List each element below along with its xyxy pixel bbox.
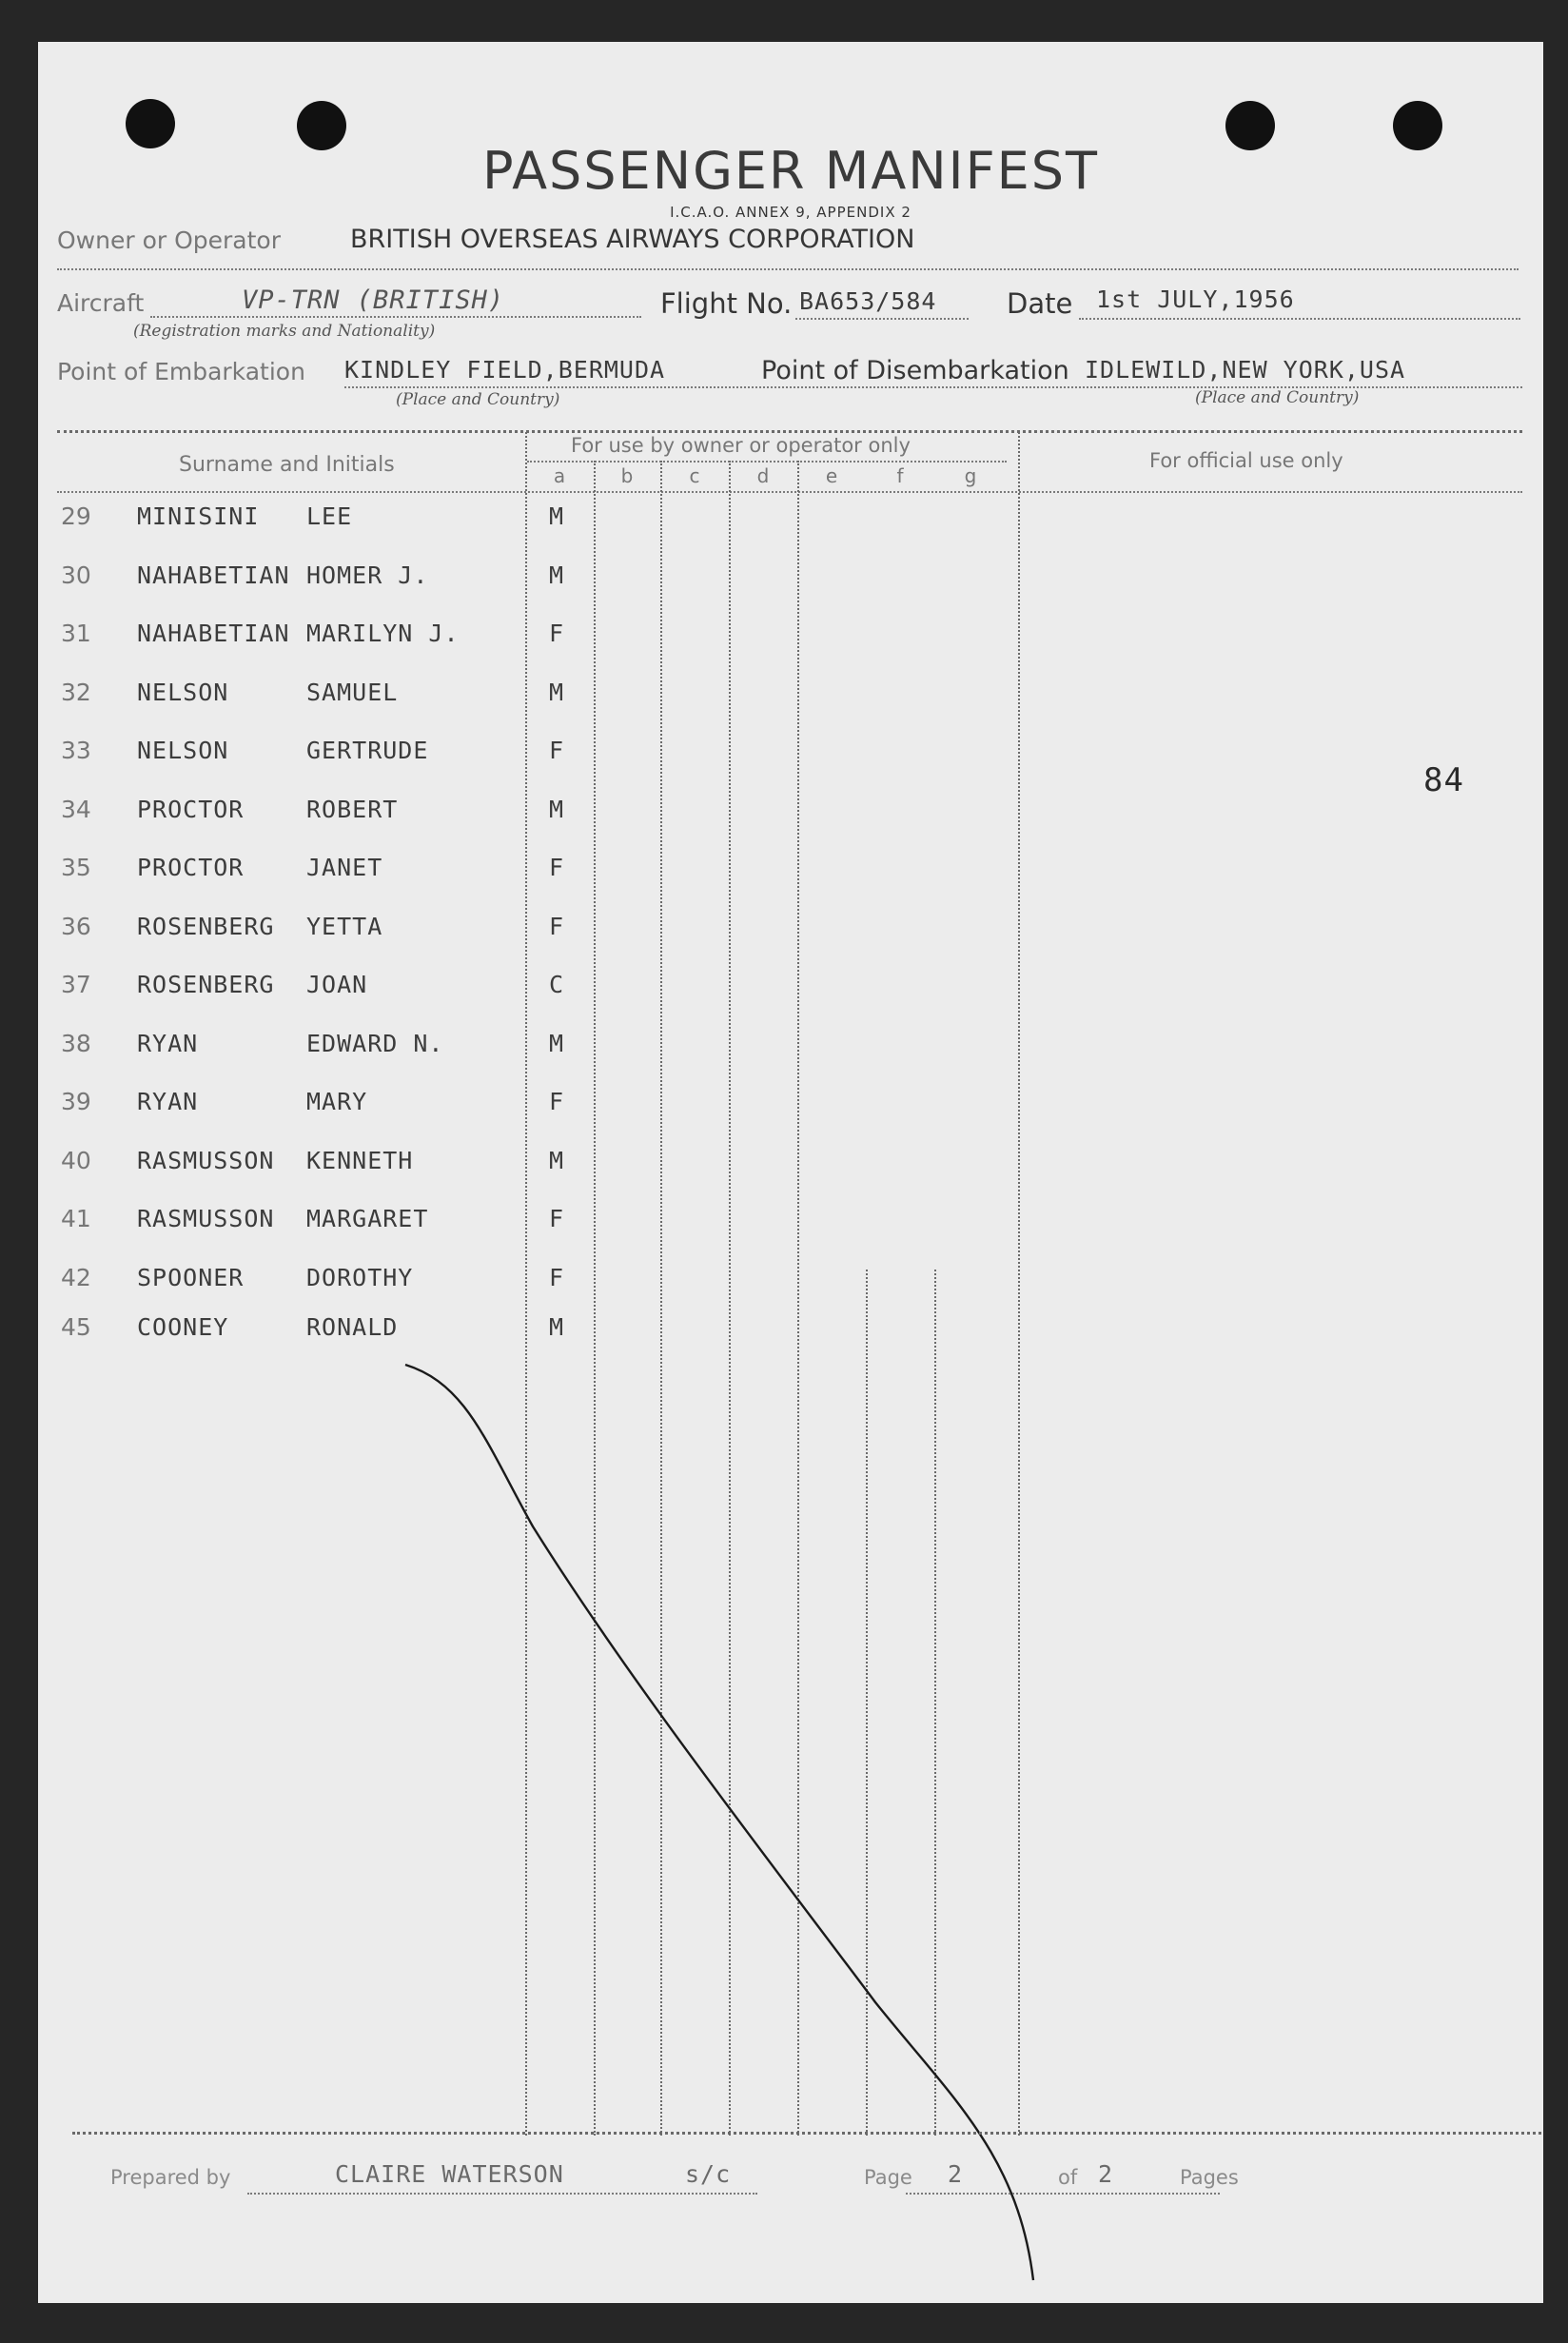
col-letter-b: b bbox=[620, 464, 634, 487]
page-label: Page bbox=[864, 2166, 912, 2189]
footer-top-rule bbox=[72, 2132, 1541, 2135]
passenger-given-name: MARGARET bbox=[306, 1205, 429, 1232]
stamp-number: 84 bbox=[1423, 761, 1464, 799]
col-letter-a: a bbox=[553, 464, 566, 487]
passenger-number: 33 bbox=[61, 737, 91, 764]
passenger-code: M bbox=[549, 502, 565, 530]
embark-value: KINDLEY FIELD,BERMUDA bbox=[344, 356, 666, 384]
disembark-label: Point of Disembarkation bbox=[761, 356, 1069, 385]
disembark-value: IDLEWILD,NEW YORK,USA bbox=[1085, 356, 1406, 384]
passenger-surname: MINISINI bbox=[137, 502, 260, 530]
date-label: Date bbox=[1007, 287, 1073, 320]
passenger-number: 45 bbox=[61, 1313, 91, 1341]
passenger-given-name: RONALD bbox=[306, 1313, 399, 1341]
passenger-surname: NAHABETIAN bbox=[137, 561, 290, 589]
passenger-number: 41 bbox=[61, 1205, 91, 1232]
passenger-number: 35 bbox=[61, 854, 91, 881]
passenger-surname: ROSENBERG bbox=[137, 971, 275, 998]
page-value: 2 bbox=[948, 2160, 964, 2188]
passenger-surname: RYAN bbox=[137, 1030, 199, 1057]
passenger-surname: NAHABETIAN bbox=[137, 620, 290, 647]
passenger-number: 31 bbox=[61, 620, 91, 647]
passenger-number: 38 bbox=[61, 1030, 91, 1057]
passenger-surname: SPOONER bbox=[137, 1264, 245, 1291]
passenger-number: 30 bbox=[61, 561, 91, 589]
passenger-surname: RASMUSSON bbox=[137, 1205, 275, 1232]
passenger-code: M bbox=[549, 561, 565, 589]
owner-label: Owner or Operator bbox=[57, 226, 281, 254]
disembark-place-note: (Place and Country) bbox=[1195, 388, 1360, 407]
aircraft-value: VP-TRN (BRITISH) bbox=[242, 285, 505, 315]
passenger-number: 40 bbox=[61, 1147, 91, 1174]
passenger-code: F bbox=[549, 737, 565, 764]
passenger-number: 39 bbox=[61, 1088, 91, 1115]
embark-place-note: (Place and Country) bbox=[396, 390, 560, 409]
manifest-subtitle: I.C.A.O. ANNEX 9, APPENDIX 2 bbox=[670, 204, 911, 221]
passenger-given-name: GERTRUDE bbox=[306, 737, 429, 764]
passenger-code: M bbox=[549, 1030, 565, 1057]
passenger-code: F bbox=[549, 1205, 565, 1232]
passenger-surname: ROSENBERG bbox=[137, 913, 275, 940]
passenger-given-name: MARY bbox=[306, 1088, 368, 1115]
passenger-code: M bbox=[549, 1147, 565, 1174]
pages-label: Pages bbox=[1180, 2166, 1239, 2189]
passenger-given-name: EDWARD N. bbox=[306, 1030, 444, 1057]
passenger-given-name: JANET bbox=[306, 854, 383, 881]
passenger-given-name: DOROTHY bbox=[306, 1264, 414, 1291]
passenger-surname: RYAN bbox=[137, 1088, 199, 1115]
prepared-value: CLAIRE WATERSON bbox=[335, 2160, 564, 2188]
passenger-code: C bbox=[549, 971, 565, 998]
passenger-code: F bbox=[549, 620, 565, 647]
passenger-number: 32 bbox=[61, 679, 91, 706]
total-pages-value: 2 bbox=[1098, 2160, 1114, 2188]
col-letter-e: e bbox=[825, 464, 838, 487]
of-label: of bbox=[1058, 2166, 1078, 2189]
passenger-surname: COONEY bbox=[137, 1313, 229, 1341]
col-official-header: For official use only bbox=[1149, 449, 1343, 472]
col-surname-header: Surname and Initials bbox=[179, 453, 395, 477]
passenger-code: M bbox=[549, 1313, 565, 1341]
passenger-number: 37 bbox=[61, 971, 91, 998]
passenger-given-name: ROBERT bbox=[306, 796, 399, 823]
flight-value: BA653/584 bbox=[799, 287, 937, 315]
page-underline bbox=[906, 2193, 1220, 2195]
passenger-number: 34 bbox=[61, 796, 91, 823]
cancellation-stroke bbox=[38, 42, 1543, 2303]
owner-value: BRITISH OVERSEAS AIRWAYS CORPORATION bbox=[350, 225, 915, 254]
passenger-code: F bbox=[549, 854, 565, 881]
col-letter-g: g bbox=[964, 464, 977, 487]
col-letter-f: f bbox=[896, 464, 904, 487]
passenger-surname: RASMUSSON bbox=[137, 1147, 275, 1174]
passenger-given-name: LEE bbox=[306, 502, 353, 530]
passenger-number: 29 bbox=[61, 502, 91, 530]
passenger-surname: NELSON bbox=[137, 737, 229, 764]
manifest-document bbox=[38, 42, 1543, 2303]
passenger-surname: PROCTOR bbox=[137, 854, 245, 881]
passenger-surname: PROCTOR bbox=[137, 796, 245, 823]
date-value: 1st JULY,1956 bbox=[1096, 285, 1295, 313]
aircraft-note: (Registration marks and Nationality) bbox=[133, 322, 436, 341]
passenger-given-name: MARILYN J. bbox=[306, 620, 460, 647]
embark-label: Point of Embarkation bbox=[57, 358, 305, 385]
passenger-code: M bbox=[549, 796, 565, 823]
passenger-given-name: SAMUEL bbox=[306, 679, 399, 706]
passenger-number: 36 bbox=[61, 913, 91, 940]
passenger-code: F bbox=[549, 1088, 565, 1115]
passenger-number: 42 bbox=[61, 1264, 91, 1291]
prepared-underline bbox=[247, 2193, 757, 2195]
passenger-given-name: JOAN bbox=[306, 971, 368, 998]
passenger-code: M bbox=[549, 679, 565, 706]
flight-label: Flight No. bbox=[660, 287, 793, 320]
manifest-title: PASSENGER MANIFEST bbox=[481, 141, 1100, 201]
passenger-surname: NELSON bbox=[137, 679, 229, 706]
passenger-given-name: HOMER J. bbox=[306, 561, 429, 589]
prepared-suffix: s/c bbox=[685, 2160, 732, 2188]
passenger-given-name: YETTA bbox=[306, 913, 383, 940]
col-letter-c: c bbox=[689, 464, 700, 487]
col-owner-use-header: For use by owner or operator only bbox=[571, 434, 911, 457]
col-letter-d: d bbox=[756, 464, 770, 487]
aircraft-label: Aircraft bbox=[57, 289, 145, 317]
prepared-label: Prepared by bbox=[110, 2166, 231, 2189]
passenger-given-name: KENNETH bbox=[306, 1147, 414, 1174]
passenger-code: F bbox=[549, 913, 565, 940]
passenger-code: F bbox=[549, 1264, 565, 1291]
